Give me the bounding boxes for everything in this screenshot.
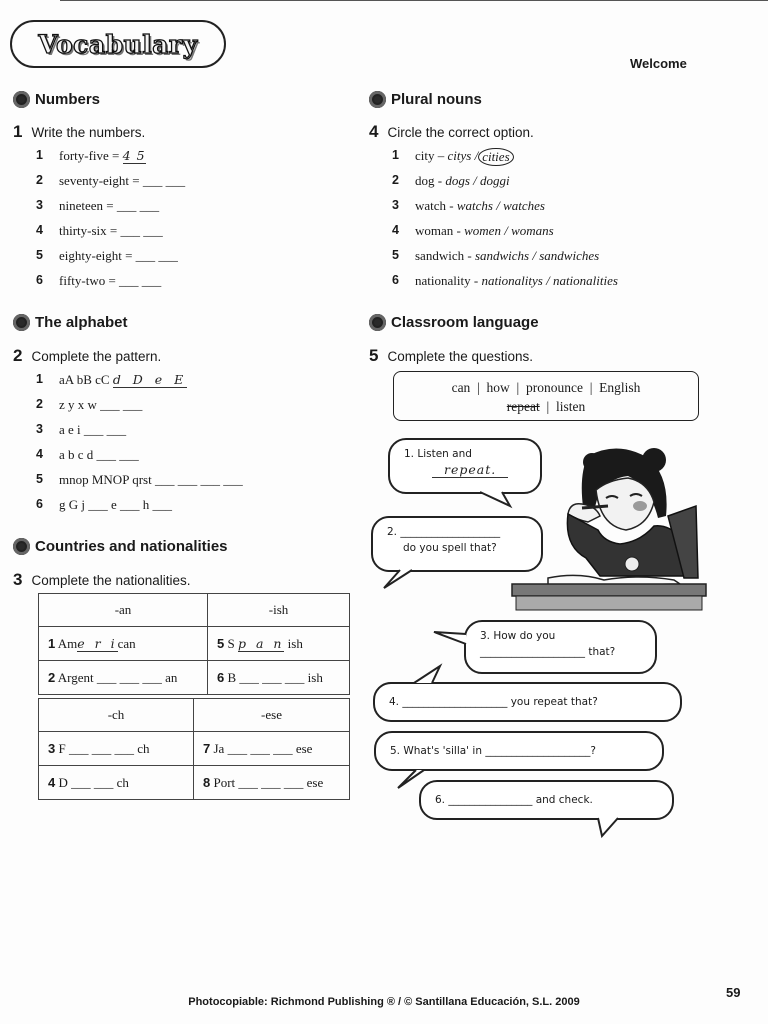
item-word: nationality -	[415, 273, 479, 288]
item-text: a b c d	[59, 447, 94, 462]
item-answer[interactable]: ___ ___	[119, 273, 162, 288]
item-text: nineteen =	[59, 198, 114, 213]
item-number: 4	[48, 774, 56, 790]
column-header: -ch	[39, 699, 194, 732]
item-answer[interactable]: ___ ___ ___	[68, 740, 134, 756]
list-item	[36, 248, 185, 273]
section-bullet-icon	[13, 91, 30, 108]
item-number: 6	[217, 669, 225, 685]
exercise-1-heading	[13, 122, 145, 142]
word-end: ish	[287, 635, 303, 651]
plural-heading	[369, 91, 482, 108]
list-item	[392, 198, 618, 223]
section-bullet-icon	[13, 314, 30, 331]
list-item	[36, 397, 243, 422]
plural-list	[392, 148, 618, 298]
word-bank-line-1: can | how | pronounce | English	[451, 380, 641, 395]
word-start: F	[58, 740, 66, 756]
option-1[interactable]: citys /	[447, 148, 479, 163]
word-end: can	[117, 635, 136, 651]
option-1[interactable]: women /	[464, 223, 508, 238]
exercise-instruction: Complete the pattern.	[31, 349, 162, 364]
item-number: 4	[392, 223, 399, 237]
item-number: 7	[203, 740, 211, 756]
table-row	[39, 661, 350, 695]
option-2[interactable]: doggi	[480, 173, 510, 188]
option-2[interactable]: sandwiches	[539, 248, 600, 263]
bubble-text[interactable]: 2. ___________________	[387, 526, 501, 538]
list-item	[36, 273, 185, 298]
word-start: Am	[57, 635, 78, 651]
plural-title: Plural nouns	[391, 91, 482, 108]
hair-bun	[583, 453, 601, 471]
item-text: a e i	[59, 422, 81, 437]
vocabulary-banner	[10, 20, 226, 68]
table-row	[39, 732, 350, 766]
item-answer[interactable]: ___ ___ ___	[238, 774, 304, 790]
exercise-4-heading	[369, 122, 534, 142]
countries-title: Countries and nationalities	[35, 538, 228, 555]
section-bullet-icon	[369, 91, 386, 108]
section-label: Welcome	[630, 56, 687, 71]
classroom-heading	[369, 314, 539, 331]
table-cell[interactable]	[208, 661, 350, 695]
option-1[interactable]: dogs /	[445, 173, 477, 188]
list-item	[36, 472, 243, 497]
word-end: ese	[295, 740, 313, 756]
exercise-number: 4	[369, 122, 379, 141]
word-end: ese	[306, 774, 324, 790]
speech-bubble-6	[419, 780, 674, 820]
bubble-text[interactable]: ____________________ that?	[480, 646, 616, 658]
item-answer[interactable]: ___ ___ ___ ___	[154, 472, 243, 487]
item-number: 5	[36, 472, 43, 486]
section-bullet-icon	[13, 538, 30, 555]
page-number: 59	[726, 985, 741, 1000]
item-number: 3	[48, 740, 56, 756]
alphabet-heading	[13, 314, 128, 331]
item-text: seventy-eight =	[59, 173, 140, 188]
column-header: -ese	[194, 699, 350, 732]
option-1[interactable]: sandwichs /	[474, 248, 536, 263]
table-cell[interactable]	[39, 732, 194, 766]
item-answer[interactable]: ___ ___	[100, 397, 143, 412]
table-row	[39, 766, 350, 800]
list-item	[36, 422, 243, 447]
bubble-answer[interactable]: repeat.	[432, 462, 508, 478]
column-header: -ish	[208, 594, 350, 627]
nationalities-table-2	[38, 698, 350, 800]
option-2[interactable]: watches	[503, 198, 545, 213]
list-item	[36, 173, 185, 198]
table-cell[interactable]	[208, 627, 350, 661]
item-number: 2	[36, 173, 43, 187]
list-item	[392, 223, 618, 248]
speech-bubble-4	[373, 682, 682, 722]
bubble-tail	[596, 816, 626, 838]
list-item	[392, 273, 618, 298]
exercise-number: 3	[13, 570, 23, 589]
item-number: 2	[392, 173, 399, 187]
option-1[interactable]: nationalitys /	[481, 273, 550, 288]
table-cell[interactable]	[194, 766, 350, 800]
item-number: 1	[48, 635, 56, 651]
word-start: Port	[213, 774, 236, 790]
bubble-tail	[382, 568, 412, 592]
word-bank-line-2: | listen	[539, 399, 586, 414]
item-word: watch -	[415, 198, 454, 213]
exercise-5-heading	[369, 346, 533, 366]
item-number: 6	[392, 273, 399, 287]
option-2[interactable]: cities	[478, 148, 513, 166]
list-item	[36, 447, 243, 472]
item-answer[interactable]: ___ ___	[71, 774, 114, 790]
word-bank	[393, 371, 699, 421]
item-answer[interactable]: d D e E	[112, 372, 188, 387]
item-number: 1	[36, 372, 43, 386]
item-text: eighty-eight =	[59, 248, 133, 263]
list-item	[36, 497, 243, 522]
word-bank-used-word: repeat	[506, 399, 540, 414]
section-bullet-icon	[369, 314, 386, 331]
list-item	[36, 198, 185, 223]
item-text: fifty-two =	[59, 273, 116, 288]
column-header: -an	[39, 594, 208, 627]
item-number: 4	[36, 447, 43, 461]
bubble-text: do you spell that?	[403, 542, 497, 554]
exercise-instruction: Write the numbers.	[31, 125, 146, 140]
item-text: forty-five =	[59, 148, 120, 163]
option-2[interactable]: nationalities	[552, 273, 618, 288]
item-text: z y x w	[59, 397, 97, 412]
word-end: ish	[307, 669, 323, 685]
item-number: 5	[36, 248, 43, 262]
exercise-instruction: Circle the correct option.	[387, 125, 534, 140]
item-answer[interactable]: ___ ___	[83, 422, 127, 437]
list-item	[36, 372, 243, 397]
exercise-number: 2	[13, 346, 23, 365]
item-number: 8	[203, 774, 211, 790]
item-number: 3	[392, 198, 399, 212]
item-answer[interactable]: ___ ___	[96, 447, 139, 462]
classroom-title: Classroom language	[391, 314, 539, 331]
word-end: ch	[116, 774, 129, 790]
bubble-text[interactable]: 4. ____________________ you repeat that?	[389, 696, 598, 708]
list-item	[392, 148, 618, 173]
speech-bubble-3	[464, 620, 657, 674]
word-start: Argent	[57, 669, 94, 685]
item-word: dog -	[415, 173, 443, 188]
item-number: 6	[36, 273, 43, 287]
item-answer[interactable]: ___ ___	[142, 173, 186, 188]
item-answer[interactable]: ___ ___ ___	[239, 669, 305, 685]
option-1[interactable]: watchs /	[456, 198, 500, 213]
item-answer[interactable]: p a n	[237, 635, 285, 651]
item-text: thirty-six =	[59, 223, 118, 238]
item-number: 2	[36, 397, 43, 411]
nationalities-table-1	[38, 593, 350, 695]
item-number: 5	[217, 635, 225, 651]
item-word: sandwich -	[415, 248, 472, 263]
table-cell[interactable]	[39, 627, 208, 661]
list-item	[36, 223, 185, 248]
list-item	[392, 173, 618, 198]
option-2[interactable]: womans	[511, 223, 554, 238]
item-answer[interactable]: ___ ___ ___	[96, 669, 162, 685]
bubble-text[interactable]: 6. ________________ and check.	[435, 794, 593, 806]
top-rule	[60, 0, 768, 1]
exercise-instruction: Complete the questions.	[387, 349, 534, 364]
bubble-text[interactable]: 5. What's 'silla' in ____________________?	[390, 745, 596, 757]
item-answer[interactable]: ___ ___	[116, 198, 160, 213]
exercise-2-heading	[13, 346, 161, 366]
item-text: aA bB cC	[59, 372, 110, 387]
item-number: 1	[392, 148, 399, 162]
item-number: 5	[392, 248, 399, 262]
exercise-instruction: Complete the nationalities.	[31, 573, 191, 588]
list-item	[36, 148, 185, 173]
bubble-tail	[412, 666, 442, 686]
word-end: an	[165, 669, 178, 685]
item-answer[interactable]: ___ ___	[120, 223, 163, 238]
item-number: 6	[36, 497, 43, 511]
exercise-number: 5	[369, 346, 379, 365]
numbers-heading	[13, 91, 100, 108]
item-answer[interactable]: e r i	[77, 635, 118, 651]
item-number: 3	[36, 422, 43, 436]
item-answer[interactable]: ___ ___ ___	[227, 740, 293, 756]
item-answer[interactable]: 4 5	[122, 148, 146, 163]
countries-heading	[13, 538, 228, 555]
item-text[interactable]: g G j ___ e ___ h ___	[59, 497, 173, 512]
numbers-title: Numbers	[35, 91, 101, 108]
item-answer[interactable]: ___ ___	[135, 248, 178, 263]
bubble-tail	[434, 630, 468, 650]
item-number: 3	[36, 198, 43, 212]
vocabulary-title: Vocabulary	[38, 29, 198, 59]
alphabet-list	[36, 372, 243, 522]
item-number: 2	[48, 669, 56, 685]
alphabet-title: The alphabet	[35, 314, 128, 331]
item-number: 1	[36, 148, 43, 162]
student-illustration	[508, 446, 708, 612]
word-start: D	[58, 774, 68, 790]
item-word: woman -	[415, 223, 461, 238]
item-text: mnop MNOP qrst	[59, 472, 152, 487]
speech-bubble-5	[374, 731, 664, 771]
table-cell[interactable]	[194, 732, 350, 766]
list-item	[392, 248, 618, 273]
table-cell[interactable]	[39, 661, 208, 695]
exercise-number: 1	[13, 122, 23, 141]
table-row	[39, 627, 350, 661]
word-start: S	[227, 635, 235, 651]
numbers-list	[36, 148, 185, 298]
bubble-text: 3. How do you	[480, 630, 556, 642]
word-end: ch	[137, 740, 150, 756]
hair-bun	[642, 448, 666, 472]
item-word: city –	[415, 148, 445, 163]
table-cell[interactable]	[39, 766, 194, 800]
exercise-3-heading	[13, 570, 191, 590]
word-start: B	[227, 669, 237, 685]
word-start: Ja	[213, 740, 225, 756]
copyright-footer: Photocopiable: Richmond Publishing ® / © Santillana Educación, S.L. 2009	[188, 996, 580, 1008]
bubble-text: 1. Listen and	[404, 448, 472, 460]
item-number: 4	[36, 223, 43, 237]
